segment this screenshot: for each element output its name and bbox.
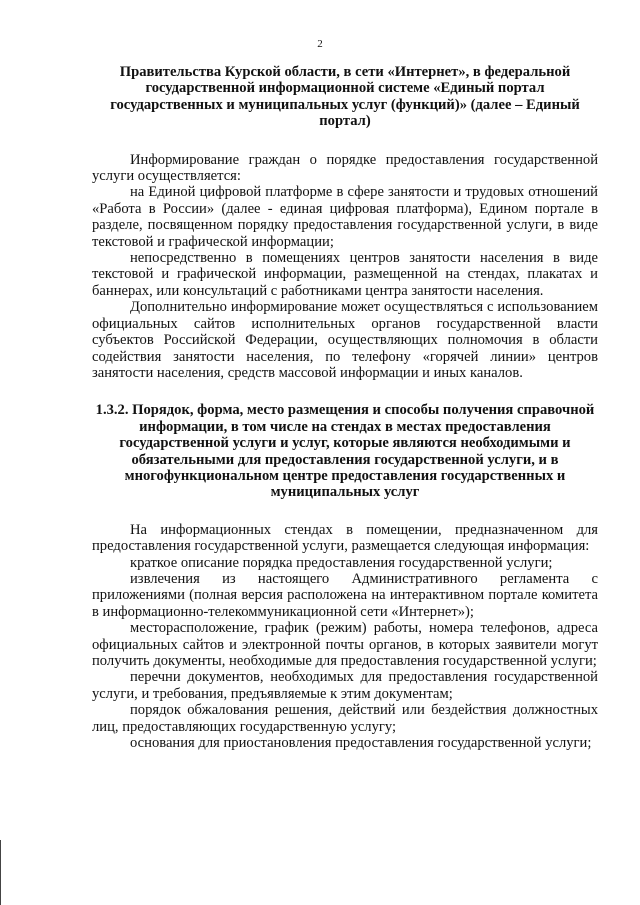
paragraph: Информирование граждан о порядке предоставления государственной услуги осуществляется: xyxy=(92,151,598,185)
paragraph: на Единой цифровой платформе в сфере занятости и трудовых отношений «Работа в России» (далее - единая цифровая платформа), Едином портале в разделе, посвященном порядку предоставления государственной услуги, в виде текстовой и графической информации; xyxy=(92,184,598,250)
paragraph: месторасположение, график (режим) работы, номера телефонов, адреса официальных сайтов и электронной почты органов, в которых заявители могут получить документы, необходимые для предоставления государственной услуги; xyxy=(92,620,598,669)
paragraph: порядок обжалования решения, действий или бездействия должностных лиц, предоставляющих государственную услугу; xyxy=(92,702,598,735)
page-number: 2 xyxy=(317,38,323,50)
paragraph: Дополнительно информирование может осуществляться с использованием официальных сайтов исполнительных органов государственной власти субъектов Российской Федерации, осуществляющих полномочия в области содействия занятости населения, по телефону «горячей линии» центров занятости населения, средств массовой информации и иных каналов. xyxy=(92,299,598,381)
paragraph: На информационных стендах в помещении, предназначенном для предоставления государственной услуги, размещается следующая информация: xyxy=(92,521,598,555)
paragraph: перечни документов, необходимых для предоставления государственной услуги, и требования, предъявляемые к этим документам; xyxy=(92,669,598,702)
section-heading-2: 1.3.2. Порядок, форма, место размещения и способы получения справочной информации, в том числе на стендах в местах предоставления государственной услуги и услуг, которые являются необходимыми и обязательными для предоставления государственной услуги, и в многофункциональном центре предоставления государственных и муниципальных услуг xyxy=(95,402,595,501)
paragraph: основания для приостановления предоставления государственной услуги; xyxy=(130,735,592,752)
information-stands-section xyxy=(92,522,598,752)
paragraph: извлечения из настоящего Административного регламента с приложениями (полная версия расположена на интерактивном портале комитета в информационно-телекоммуникационной сети «Интернет»); xyxy=(92,570,598,620)
scan-edge-line xyxy=(0,840,1,905)
paragraph: краткое описание порядка предоставления государственной услуги; xyxy=(130,554,553,571)
information-procedure-section xyxy=(92,152,598,382)
document-content xyxy=(92,64,598,751)
section-heading-1: Правительства Курской области, в сети «Интернет», в федеральной государственной информационной системе «Единый портал государственных и муниципальных услуг (функций)» (далее – Единый портал) xyxy=(110,64,580,130)
paragraph: непосредственно в помещениях центров занятости населения в виде текстовой и графической информации, размещенной на стендах, плакатах и баннерах, или консультаций с работниками центра занятости населения. xyxy=(92,250,598,299)
